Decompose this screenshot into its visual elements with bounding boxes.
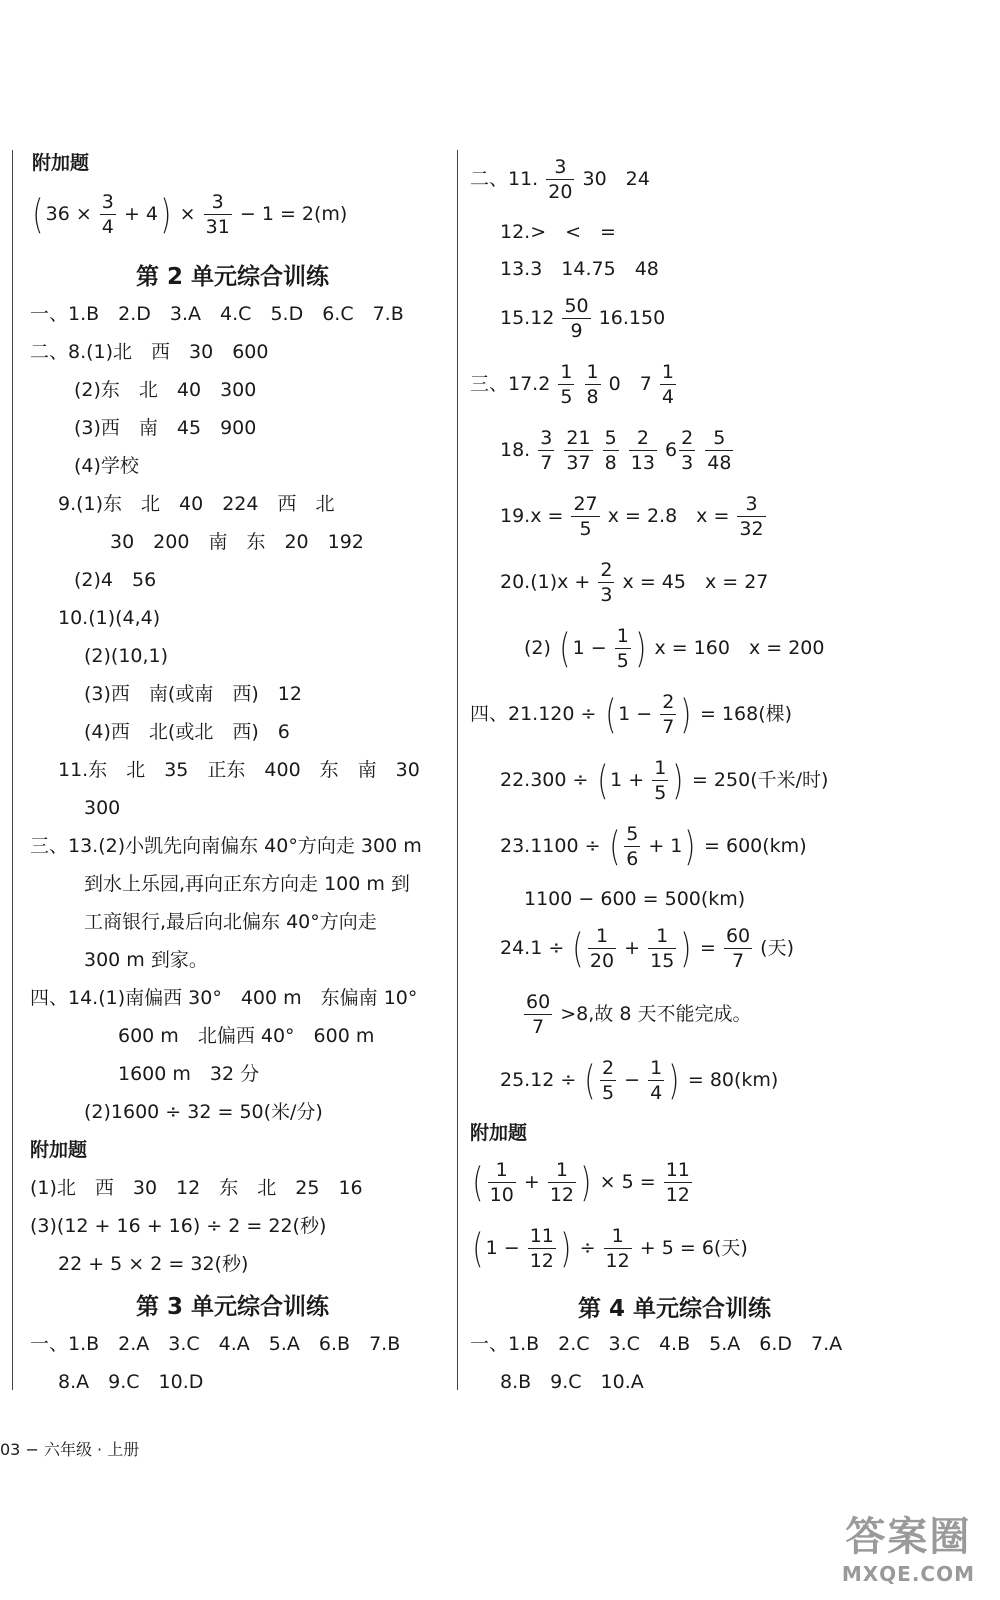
unit2-q8-4: (4)学校 — [74, 455, 139, 477]
r-q20a: 20.(1)x + $\frac{2}{3}$ x = 45 x = 27 — [500, 559, 769, 606]
unit2-q9-1: 9.(1)东 北 40 224 西 北 — [58, 493, 335, 515]
unit2-q14b: 600 m 北偏西 40° 600 m — [118, 1025, 375, 1047]
r-q19: 19.x = $\frac{27}{5}$ x = 2.8 x = $\frac{3}{32}$ — [500, 493, 764, 540]
fraction: $\frac{3}{31}$ — [205, 191, 230, 238]
left-margin-rule — [12, 150, 13, 1390]
r-q22: 22.300 ÷ ( 1 + $\frac{1}{5}$ ) = 250(千米/时) — [500, 757, 829, 804]
extra-question-title: 附加题 — [32, 152, 90, 174]
page-footer: 03 − 六年级 · 上册 — [0, 1440, 140, 1459]
unit2-q1: 一、1.B 2.D 3.A 4.C 5.D 6.C 7.B — [30, 303, 404, 325]
unit2-extra-1: (1)北 西 30 12 东 北 25 16 — [30, 1177, 363, 1199]
r-extra-2: ( 1 − $\frac{11}{12}$ ) ÷ $\frac{1}{12}$ + 5 = 6(天) — [472, 1225, 748, 1272]
unit2-extra-2: (3)(12 + 16 + 16) ÷ 2 = 22(秒) — [30, 1215, 327, 1237]
extra-question-expression: ( 36 × $\frac{3}{4}$ + 4) × $\frac{3}{31}$ − 1 = 2(m) — [32, 191, 348, 238]
unit2-q8-3: (3)西 南 45 900 — [74, 417, 257, 439]
unit2-q10-1: 10.(1)(4,4) — [58, 607, 161, 629]
r-q23b: 1100 − 600 = 500(km) — [524, 888, 746, 910]
unit2-q10-3: (3)西 南(或南 西) 12 — [84, 683, 302, 705]
unit4-title: 第 4 单元综合训练 — [578, 1296, 772, 1322]
unit2-q10-4: (4)西 北(或北 西) 6 — [84, 721, 290, 743]
unit2-q11b: 300 — [84, 797, 121, 819]
unit2-title: 第 2 单元综合训练 — [136, 264, 330, 290]
unit2-q14c: 1600 m 32 分 — [118, 1063, 260, 1085]
r-q24b: $\frac{60}{7}$ >8,故 8 天不能完成。 — [526, 991, 752, 1038]
unit4-q2: 8.B 9.C 10.A — [500, 1371, 644, 1393]
unit2-q10-2: (2)(10,1) — [84, 645, 169, 667]
unit2-q8-1: 二、8.(1)北 西 30 600 — [30, 341, 269, 363]
unit2-extra-3: 22 + 5 × 2 = 32(秒) — [58, 1253, 249, 1275]
r-q13: 13.3 14.75 48 — [500, 258, 659, 280]
r-q21: 四、21.120 ÷ ( 1 − $\frac{2}{7}$ ) = 168(棵) — [470, 691, 793, 738]
unit4-q1: 一、1.B 2.C 3.C 4.B 5.A 6.D 7.A — [470, 1333, 843, 1355]
r-q18: 18. $\frac{3}{7}$ $\frac{21}{37}$ $\frac{5}{8}$ $\frac{2}{13}$ 6 $\frac{2}{3}$ $\frac{5}{48}$ — [500, 427, 732, 474]
unit2-q14d: (2)1600 ÷ 32 = 50(米/分) — [84, 1101, 323, 1123]
unit2-q8-2: (2)东 北 40 300 — [74, 379, 257, 401]
r-q23: 23.1100 ÷ ( $\frac{5}{6}$ + 1) = 600(km) — [500, 823, 807, 870]
unit2-q9-2: (2)4 56 — [74, 569, 157, 591]
fraction: $\frac{3}{4}$ — [101, 191, 114, 238]
r-extra-title: 附加题 — [470, 1122, 528, 1144]
unit2-extra-title: 附加题 — [30, 1139, 88, 1161]
unit2-q13d: 300 m 到家。 — [84, 949, 208, 971]
unit2-q13a: 三、13.(2)小凯先向南偏东 40°方向走 300 m — [30, 835, 422, 857]
r-q25: 25.12 ÷ ( $\frac{2}{5}$ − $\frac{1}{4}$ ) = 80(km) — [500, 1057, 779, 1104]
unit3-q2: 8.A 9.C 10.D — [58, 1371, 204, 1393]
unit2-q14a: 四、14.(1)南偏西 30° 400 m 东偏南 10° — [30, 987, 418, 1009]
unit2-q9-1b: 30 200 南 东 20 192 — [110, 531, 364, 553]
watermark-logo: 答案圈 MXQE.COM — [841, 1514, 975, 1586]
unit2-q13b: 到水上乐园,再向正东方向走 100 m 到 — [84, 873, 410, 895]
r-q17: 三、17.2 $\frac{1}{5}$ $\frac{1}{8}$ 0 7 $\frac{1}{4}$ — [470, 361, 674, 408]
column-divider — [457, 150, 458, 1390]
unit2-q13c: 工商银行,最后向北偏东 40°方向走 — [84, 911, 377, 933]
unit3-title: 第 3 单元综合训练 — [136, 1294, 330, 1320]
r-q11: 二、11. $\frac{3}{20}$ 30 24 — [470, 156, 650, 203]
r-q12: 12.> < = — [500, 221, 616, 243]
r-q20b: (2) ( 1 − $\frac{1}{5}$ ) x = 160 x = 200 — [524, 625, 825, 672]
r-extra-1: ( $\frac{1}{10}$ + $\frac{1}{12}$ ) × 5 = $\frac{11}{12}$ — [472, 1159, 690, 1206]
unit2-q11: 11.东 北 35 正东 400 东 南 30 — [58, 759, 420, 781]
r-q24: 24.1 ÷ ( $\frac{1}{20}$ + $\frac{1}{15}$ ) = $\frac{60}{7}$ (天) — [500, 925, 794, 972]
unit3-q1: 一、1.B 2.A 3.C 4.A 5.A 6.B 7.B — [30, 1333, 401, 1355]
r-q15: 15.12 $\frac{50}{9}$ 16.150 — [500, 295, 666, 342]
